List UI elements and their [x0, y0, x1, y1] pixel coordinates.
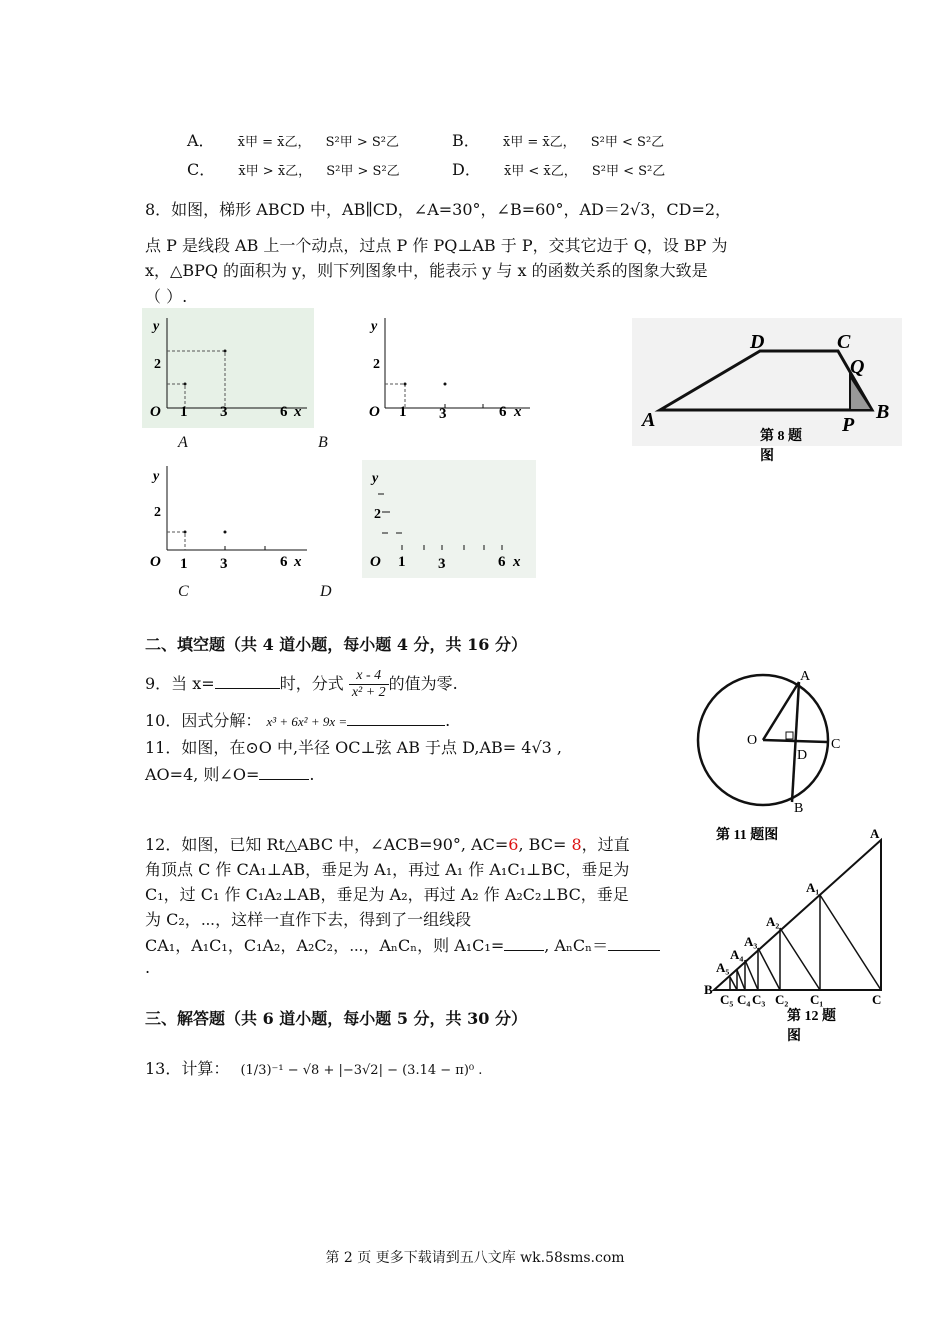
svg-text:A: A — [642, 409, 656, 431]
svg-text:O: O — [370, 554, 381, 570]
svg-text:1: 1 — [180, 404, 188, 420]
svg-text:图: 图 — [787, 1029, 801, 1044]
q12-line5: CA₁，A₁C₁，C₁A₂，A₂C₂，⋯，AₙCₙ，则 A₁C₁= , AₙCₙ＝ — [145, 933, 660, 956]
svg-text:6: 6 — [499, 404, 507, 420]
graph-c-label: C — [178, 583, 189, 600]
svg-text:A₂: A₂ — [766, 914, 780, 929]
svg-text:B: B — [794, 801, 804, 816]
svg-text:C: C — [872, 992, 882, 1007]
q12-line6: . — [145, 958, 151, 977]
page-footer: 第 2 页 更多下载请到五八文库 wk.58sms.com — [325, 1250, 625, 1266]
q7-option-b: B． x̄甲 = x̄乙， S²甲 < S²乙 — [452, 131, 665, 150]
svg-text:第 12 题: 第 12 题 — [787, 1009, 836, 1024]
svg-text:A₅: A₅ — [716, 960, 730, 975]
svg-text:O: O — [747, 733, 758, 748]
svg-text:x: x — [294, 404, 302, 420]
svg-text:2: 2 — [154, 357, 161, 372]
svg-text:A: A — [870, 826, 880, 841]
q7-option-a: A． x̄甲 = x̄乙， S²甲 > S²乙 — [187, 131, 399, 150]
svg-text:第 11 题图: 第 11 题图 — [716, 828, 779, 843]
svg-text:6: 6 — [280, 554, 288, 570]
q9-fraction: $\frac{x - 4}{\text{x² + 2}}$ — [349, 668, 389, 701]
graph-d-label: D — [320, 583, 332, 600]
svg-text:1: 1 — [399, 404, 407, 420]
svg-text:2: 2 — [373, 357, 380, 372]
section2-title: 二、填空题（共 4 道小题，每小题 4 分，共 16 分） — [145, 635, 527, 654]
q11-figure — [690, 662, 850, 847]
svg-text:D: D — [797, 748, 808, 763]
svg-text:y: y — [153, 469, 160, 484]
svg-text:3: 3 — [220, 556, 228, 572]
svg-text:3: 3 — [438, 556, 446, 572]
q9: 9．当 x= 时，分式 $\frac{x - 4}{\text{x² + 2}}$ 的值为零. — [145, 668, 458, 700]
svg-text:P: P — [842, 414, 855, 436]
graph-b-label: B — [318, 434, 328, 451]
svg-text:A₃: A₃ — [744, 934, 758, 949]
svg-text:y: y — [371, 319, 378, 334]
svg-text:A₁: A₁ — [806, 880, 820, 895]
q12-line2: 角顶点 C 作 CA₁⊥AB，垂足为 A₁，再过 A₁ 作 A₁C₁⊥BC，垂足为 — [145, 860, 630, 879]
q7-option-d: D． x̄甲 < x̄乙， S²甲 < S²乙 — [452, 160, 666, 179]
graph-a-label: A — [178, 434, 188, 451]
svg-text:第 8 题: 第 8 题 — [760, 429, 802, 444]
svg-text:y: y — [372, 471, 379, 486]
svg-text:O: O — [369, 404, 380, 420]
q8-line4: （ ）. — [145, 287, 188, 306]
q11-line1: 11．如图，在⊙O 中,半径 OC⊥弦 AB 于点 D,AB= 4√3 , — [145, 738, 562, 757]
svg-text:2: 2 — [154, 505, 161, 520]
svg-text:2: 2 — [374, 507, 381, 522]
svg-text:x: x — [513, 554, 521, 570]
q10: 10．因式分解： x³ + 6x² + 9x = . — [145, 711, 451, 730]
svg-text:A₄: A₄ — [730, 947, 744, 962]
svg-text:C₂: C₂ — [775, 992, 789, 1007]
svg-text:3: 3 — [439, 406, 447, 422]
q8-line3: x，△BPQ 的面积为 y，则下列图象中，能表示 y 与 x 的函数关系的图象大致是 — [145, 261, 708, 280]
svg-text:图: 图 — [760, 449, 774, 464]
q12-line4: 为 C₂，⋯，这样一直作下去，得到了一组线段 — [145, 910, 472, 929]
svg-text:1: 1 — [398, 554, 406, 570]
svg-text:C₃: C₃ — [752, 992, 766, 1007]
svg-text:C: C — [837, 331, 851, 353]
svg-text:A: A — [800, 669, 811, 684]
svg-text:C₁: C₁ — [810, 992, 824, 1007]
q8-figure — [632, 318, 902, 464]
svg-text:O: O — [150, 404, 161, 420]
svg-text:Q: Q — [850, 356, 865, 378]
graph-c — [142, 458, 314, 578]
q12-figure — [700, 822, 900, 1052]
svg-text:O: O — [150, 554, 161, 570]
y-label: y — [153, 319, 160, 334]
svg-text:C₄: C₄ — [737, 992, 751, 1007]
svg-text:x: x — [294, 554, 302, 570]
q8-line1: 8．如图，梯形 ABCD 中，AB∥CD，∠A=30°，∠B=60°，AD＝2√3，CD=2， — [145, 200, 732, 219]
svg-text:x: x — [514, 404, 522, 420]
svg-text:C₅: C₅ — [720, 992, 734, 1007]
q7-option-c: C． x̄甲 > x̄乙， S²甲 > S²乙 — [187, 160, 400, 179]
q8-line2: 点 P 是线段 AB 上一个动点，过点 P 作 PQ⊥AB 于 P，交其它边于 Q，设 BP 为 — [145, 236, 728, 255]
graph-a — [142, 308, 314, 428]
svg-text:B: B — [876, 401, 890, 423]
svg-text:B: B — [704, 982, 713, 997]
svg-text:6: 6 — [498, 554, 506, 570]
q11-line2: AO=4, 则∠O= . — [145, 765, 315, 784]
q13: 13．计算： (1/3)⁻¹ − √8 + |−3√2| − (3.14 − π)⁰ . — [145, 1059, 483, 1078]
svg-text:C: C — [831, 737, 841, 752]
q12-line3: C₁，过 C₁ 作 C₁A₂⊥AB，垂足为 A₂，再过 A₂ 作 A₂C₂⊥BC，垂足 — [145, 885, 629, 904]
svg-text:6: 6 — [280, 404, 288, 420]
svg-text:3: 3 — [220, 404, 228, 420]
svg-text:D: D — [750, 331, 765, 353]
q12-line1: 12．如图，已知 Rt△ABC 中，∠ACB=90°, AC=6, BC= 8，过直 — [145, 835, 630, 854]
section3-title: 三、解答题（共 6 道小题，每小题 5 分，共 30 分） — [145, 1009, 527, 1028]
graph-d — [362, 460, 536, 578]
svg-text:1: 1 — [180, 556, 188, 572]
graph-b — [365, 308, 537, 428]
